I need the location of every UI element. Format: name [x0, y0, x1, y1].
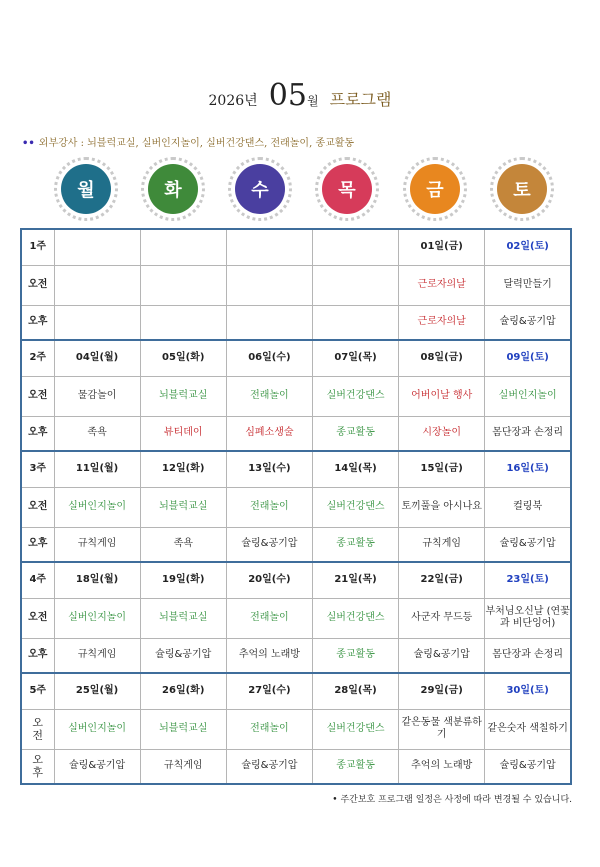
- badge-tue: [148, 164, 198, 214]
- date-cell: 04일(월): [54, 340, 140, 376]
- week-4-date-row: [21, 562, 571, 598]
- badge-label: 목: [338, 180, 356, 201]
- date-cell: 19일(화): [140, 562, 226, 598]
- afternoon-activity: 시장놀이: [399, 416, 485, 451]
- badge-thu: [322, 164, 372, 214]
- afternoon-label: 오후: [21, 527, 54, 562]
- morning-activity: 전래놀이: [226, 376, 312, 416]
- morning-activity: [54, 265, 140, 305]
- morning-activity: 같은숫자 색칠하기: [485, 709, 571, 749]
- afternoon-activity: 슐링&공기압: [485, 749, 571, 784]
- badge-wed: [235, 164, 285, 214]
- badge-sat: [497, 164, 547, 214]
- note-text: 외부강사 : 뇌블럭교실, 실버인지놀이, 실버건강댄스, 전래놀이, 종교활동: [38, 138, 355, 149]
- afternoon-activity: 종교활동: [312, 416, 398, 451]
- morning-activity: [140, 265, 226, 305]
- week-2-date-row: [21, 340, 571, 376]
- date-cell: [226, 229, 312, 265]
- date-cell: 12일(화): [140, 451, 226, 487]
- vertical-label: 오후: [32, 752, 44, 779]
- date-cell: 22일(금): [399, 562, 485, 598]
- week-1-am-row: [21, 265, 571, 305]
- morning-activity: 뇌블럭교실: [140, 598, 226, 638]
- morning-activity: 전래놀이: [226, 598, 312, 638]
- morning-activity: 전래놀이: [226, 487, 312, 527]
- morning-activity: 컬링북: [485, 487, 571, 527]
- week-3-date-row: [21, 451, 571, 487]
- week-label: 4주: [21, 562, 54, 598]
- date-cell: 29일(금): [399, 673, 485, 709]
- date-cell: 11일(월): [54, 451, 140, 487]
- date-cell: [54, 229, 140, 265]
- morning-activity: 어버이날 행사: [399, 376, 485, 416]
- week-5-date-row: [21, 673, 571, 709]
- afternoon-activity: 슐링&공기압: [226, 749, 312, 784]
- date-cell: 30일(토): [485, 673, 571, 709]
- date-cell: [312, 229, 398, 265]
- date-cell: 23일(토): [485, 562, 571, 598]
- afternoon-activity: 종교활동: [312, 638, 398, 673]
- afternoon-activity: 슐링&공기압: [226, 527, 312, 562]
- morning-activity: 실버인지놀이: [485, 376, 571, 416]
- morning-label: 오전: [21, 487, 54, 527]
- week-4-pm-row: [21, 638, 571, 673]
- morning-activity: [226, 265, 312, 305]
- afternoon-activity: 규칙게임: [54, 527, 140, 562]
- morning-activity: 실버인지놀이: [54, 598, 140, 638]
- morning-activity: 근로자의날: [399, 265, 485, 305]
- afternoon-activity: 슐링&공기압: [485, 527, 571, 562]
- afternoon-label: [21, 749, 54, 784]
- badge-label: 금: [426, 180, 444, 201]
- morning-activity: 물감놀이: [54, 376, 140, 416]
- afternoon-activity: 근로자의날: [399, 305, 485, 340]
- afternoon-activity: 족욕: [140, 527, 226, 562]
- afternoon-activity: [140, 305, 226, 340]
- morning-label: 오전: [21, 598, 54, 638]
- morning-activity: 사군자 무드등: [399, 598, 485, 638]
- week-3-am-row: [21, 487, 571, 527]
- date-cell: 15일(금): [399, 451, 485, 487]
- footer-note: • 주간보호 프로그램 일정은 사정에 따라 변경될 수 있습니다.: [332, 795, 572, 805]
- weekday-badges: [20, 158, 580, 224]
- instructor-note: [22, 134, 354, 149]
- date-cell: 28일(목): [312, 673, 398, 709]
- program-calendar: [20, 228, 572, 785]
- afternoon-activity: 규칙게임: [54, 638, 140, 673]
- afternoon-activity: 슐링&공기압: [485, 305, 571, 340]
- morning-label: [21, 709, 54, 749]
- afternoon-activity: 슐링&공기압: [140, 638, 226, 673]
- badge-mon: [61, 164, 111, 214]
- morning-activity: 토끼풀을 아시나요: [399, 487, 485, 527]
- date-cell: 06일(수): [226, 340, 312, 376]
- afternoon-activity: 몸단장과 손정리: [485, 416, 571, 451]
- morning-activity: 달력만들기: [485, 265, 571, 305]
- badge-label: 월: [77, 180, 95, 201]
- week-label: 1주: [21, 229, 54, 265]
- morning-activity: 실버건강댄스: [312, 376, 398, 416]
- afternoon-activity: 슐링&공기압: [399, 638, 485, 673]
- morning-activity: 뇌블럭교실: [140, 487, 226, 527]
- afternoon-activity: [54, 305, 140, 340]
- morning-activity: 뇌블럭교실: [140, 709, 226, 749]
- note-bullet: ••: [22, 138, 35, 149]
- morning-activity: 실버인지놀이: [54, 709, 140, 749]
- afternoon-label: 오후: [21, 305, 54, 340]
- date-cell: 27일(수): [226, 673, 312, 709]
- week-5-am-row: [21, 709, 571, 749]
- badge-label: 화: [164, 180, 182, 201]
- afternoon-activity: 종교활동: [312, 749, 398, 784]
- vertical-label: 오전: [32, 715, 44, 742]
- date-cell: 01일(금): [399, 229, 485, 265]
- morning-activity: 실버인지놀이: [54, 487, 140, 527]
- week-label: 3주: [21, 451, 54, 487]
- badge-label: 토: [513, 180, 531, 201]
- afternoon-activity: 몸단장과 손정리: [485, 638, 571, 673]
- badge-label: 수: [251, 180, 269, 201]
- morning-activity: 뇌블럭교실: [140, 376, 226, 416]
- afternoon-activity: 종교활동: [312, 527, 398, 562]
- week-label: 5주: [21, 673, 54, 709]
- morning-activity: 부처님오신날 (연꽃과 비단잉어): [485, 598, 571, 638]
- week-4-am-row: [21, 598, 571, 638]
- week-1-date-row: [21, 229, 571, 265]
- afternoon-activity: 규칙게임: [140, 749, 226, 784]
- morning-activity: [312, 265, 398, 305]
- week-5-pm-row: [21, 749, 571, 784]
- afternoon-activity: 뷰티데이: [140, 416, 226, 451]
- date-cell: 07일(목): [312, 340, 398, 376]
- title-month: 05: [268, 78, 307, 113]
- title-month-suffix: 월: [306, 94, 319, 108]
- afternoon-activity: [312, 305, 398, 340]
- afternoon-activity: 족욕: [54, 416, 140, 451]
- date-cell: [140, 229, 226, 265]
- morning-activity: 실버건강댄스: [312, 709, 398, 749]
- morning-label: 오전: [21, 265, 54, 305]
- afternoon-activity: 규칙게임: [399, 527, 485, 562]
- date-cell: 21일(목): [312, 562, 398, 598]
- date-cell: 05일(화): [140, 340, 226, 376]
- date-cell: 08일(금): [399, 340, 485, 376]
- afternoon-activity: 추억의 노래방: [226, 638, 312, 673]
- title-year: 2026년: [208, 93, 258, 109]
- date-cell: 09일(토): [485, 340, 571, 376]
- date-cell: 16일(토): [485, 451, 571, 487]
- afternoon-activity: 심폐소생술: [226, 416, 312, 451]
- week-2-pm-row: [21, 416, 571, 451]
- morning-label: 오전: [21, 376, 54, 416]
- date-cell: 20일(수): [226, 562, 312, 598]
- week-label: 2주: [21, 340, 54, 376]
- week-3-pm-row: [21, 527, 571, 562]
- morning-activity: 같은동물 색분류하기: [399, 709, 485, 749]
- week-1-pm-row: [21, 305, 571, 340]
- morning-activity: 실버건강댄스: [312, 487, 398, 527]
- page-title: [0, 78, 600, 113]
- morning-activity: 실버건강댄스: [312, 598, 398, 638]
- morning-activity: 전래놀이: [226, 709, 312, 749]
- date-cell: 02일(토): [485, 229, 571, 265]
- week-2-am-row: [21, 376, 571, 416]
- date-cell: 13일(수): [226, 451, 312, 487]
- badge-fri: [410, 164, 460, 214]
- date-cell: 14일(목): [312, 451, 398, 487]
- afternoon-activity: 추억의 노래방: [399, 749, 485, 784]
- afternoon-activity: 슐링&공기압: [54, 749, 140, 784]
- date-cell: 26일(화): [140, 673, 226, 709]
- afternoon-activity: [226, 305, 312, 340]
- title-program: 프로그램: [329, 90, 392, 109]
- afternoon-label: 오후: [21, 416, 54, 451]
- date-cell: 25일(월): [54, 673, 140, 709]
- afternoon-label: 오후: [21, 638, 54, 673]
- date-cell: 18일(월): [54, 562, 140, 598]
